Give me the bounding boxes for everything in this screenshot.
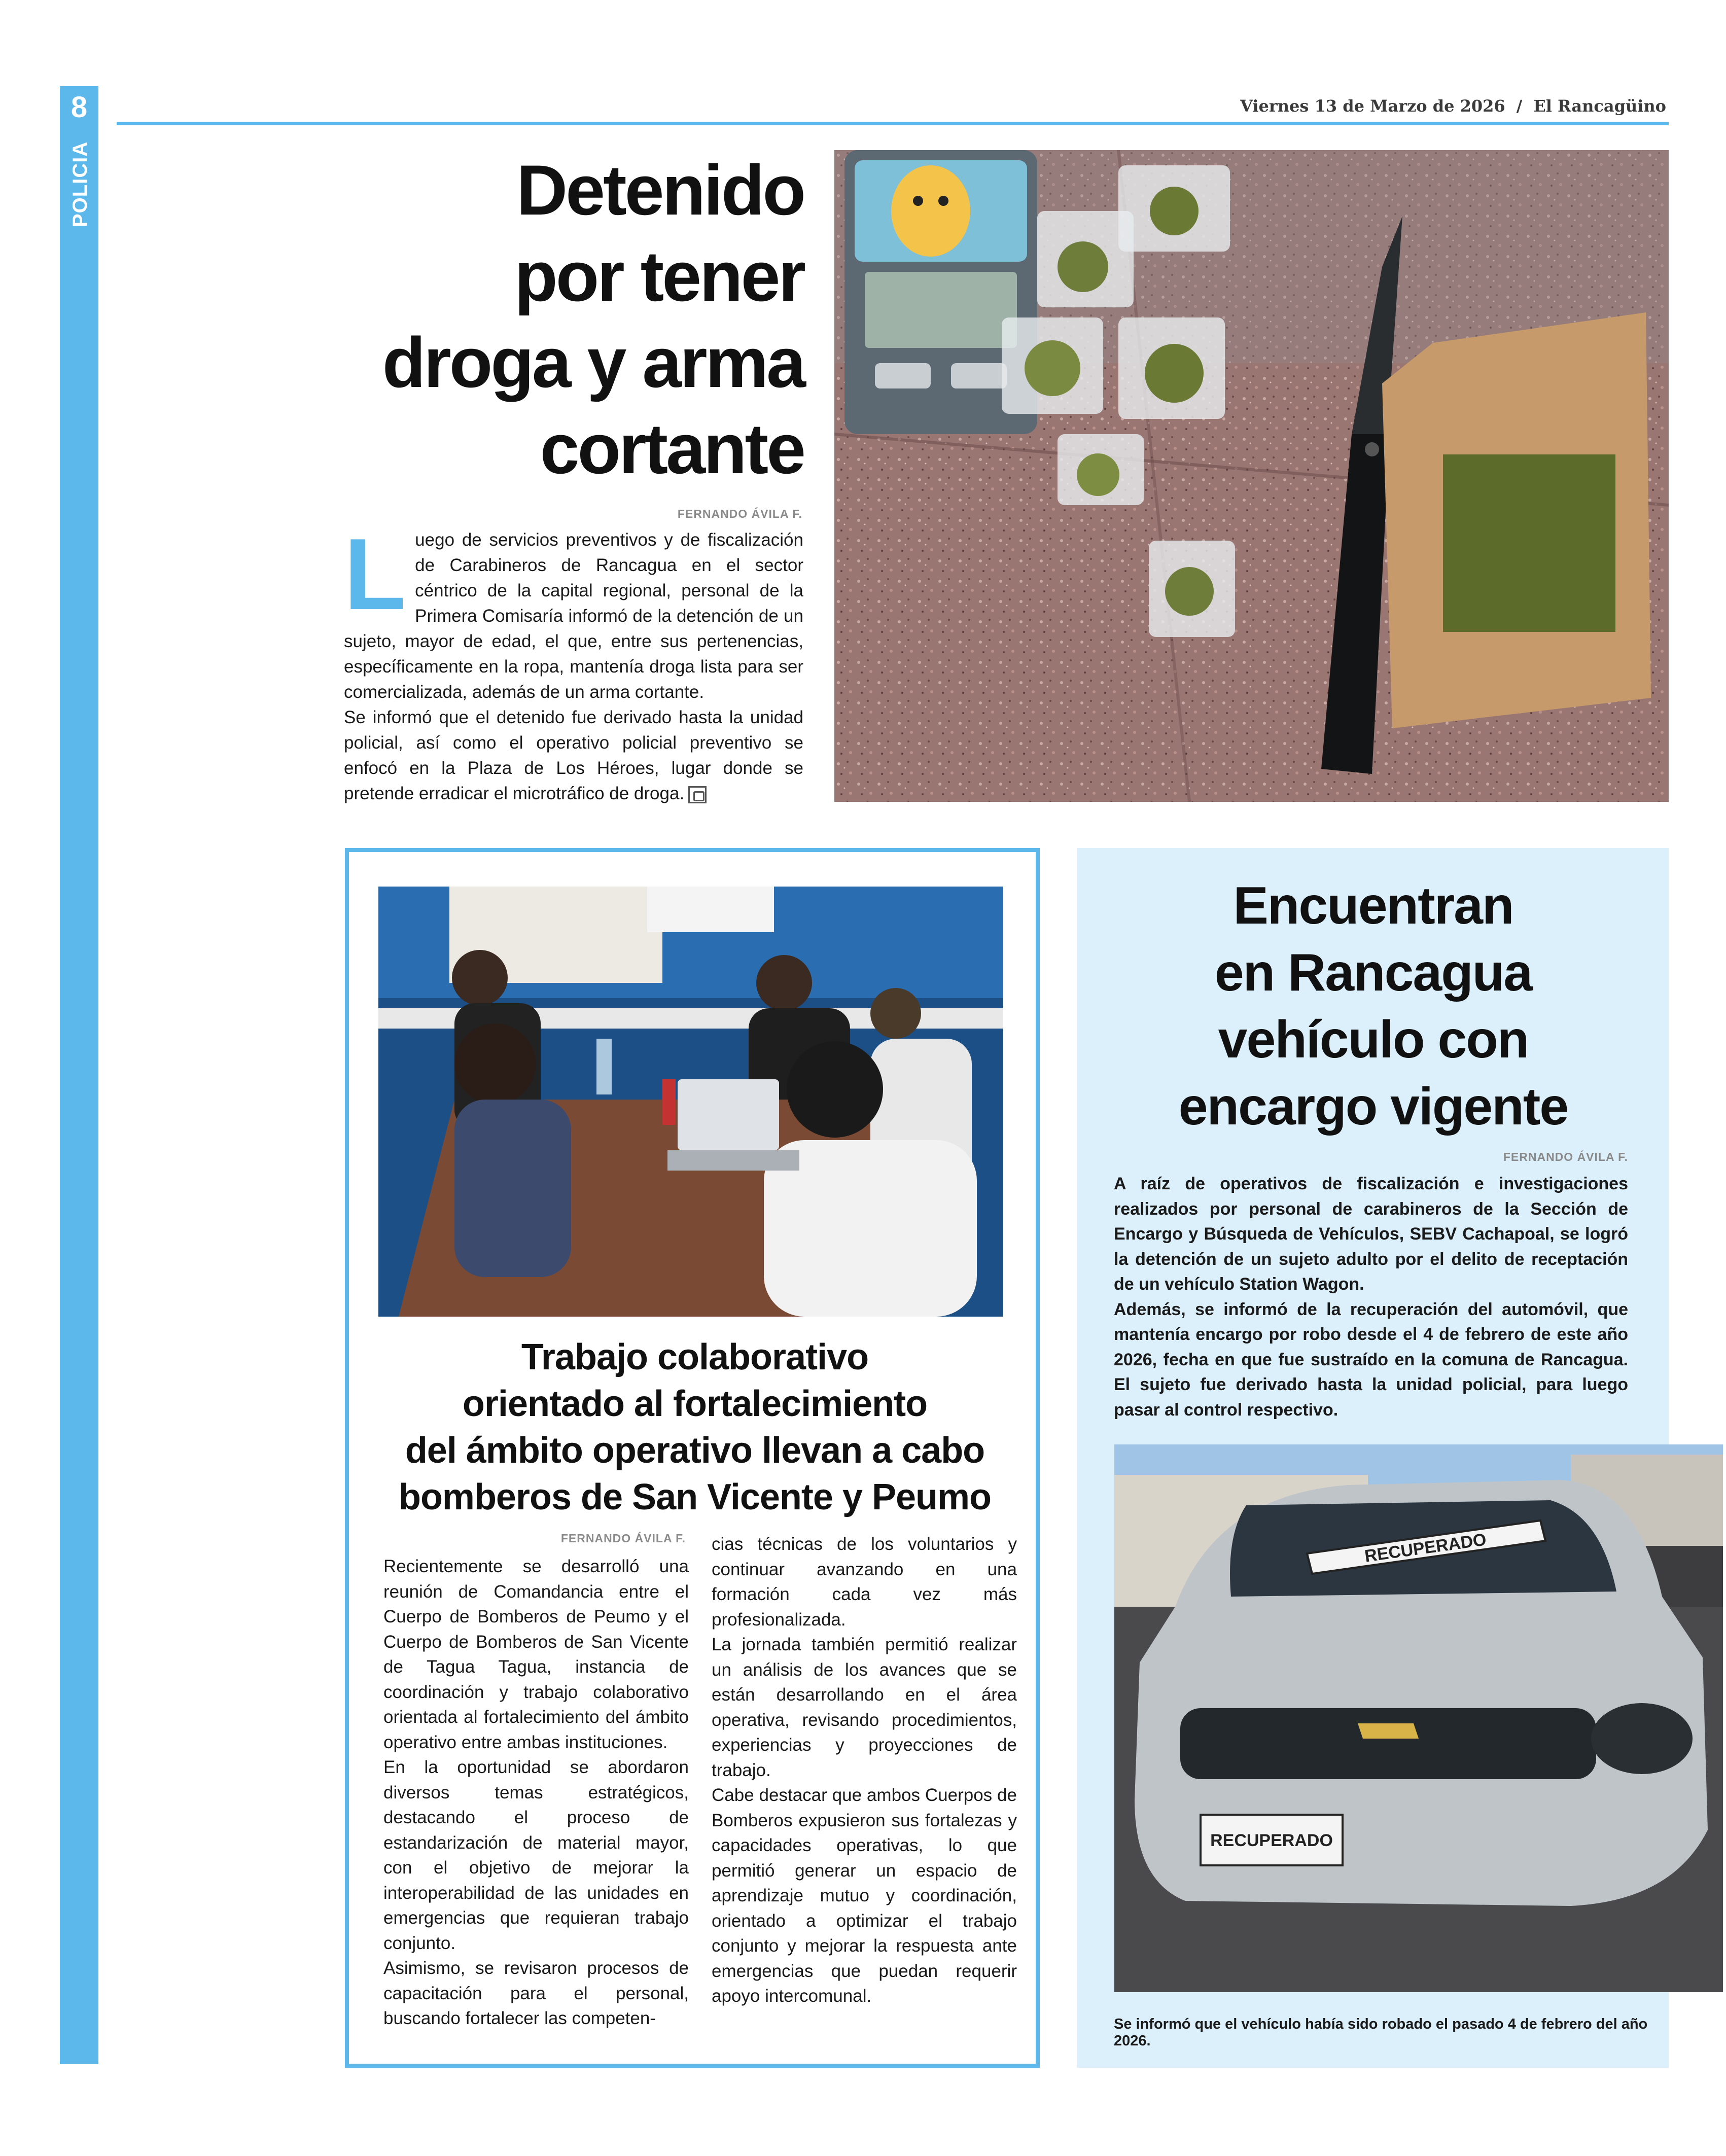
headline-line: cortante <box>540 409 804 488</box>
section-label-text: POLICIA <box>69 141 91 227</box>
article1-headline[interactable] <box>325 147 804 492</box>
article2-paragraph: En la oportunidad se abordaron diversos temas estratégicos, destacando el proceso de estandarización de material mayor, con el objetivo de mejorar la interoperabilidad de las unidades en emergencias que requieran trabajo conjunto. <box>383 1757 689 1953</box>
headline-line: Trabajo colaborativo <box>521 1337 869 1377</box>
article1-byline: FERNANDO ÁVILA F. <box>677 507 802 520</box>
article3-paragraph: Además, se informó de la recuperación del automóvil, que mantenía encargo por robo desde el 4 de febrero de este año 2026, fecha en que fue sustraído en la comuna de Rancagua. El sujeto fue derivado hasta la unidad policial, para luego pasar al control respectivo. <box>1114 1299 1628 1420</box>
header-separator: / <box>1516 96 1523 116</box>
headline-line: droga y arma <box>382 323 804 402</box>
article2-paragraph: Asimismo, se revisaron procesos de capacitación para el personal, buscando fortalecer las competen- <box>383 1958 689 2028</box>
publication-name: El Rancagüino <box>1533 96 1666 116</box>
headline-line: Encuentran <box>1233 876 1513 935</box>
recuperado-sign-label: RECUPERADO <box>1363 1530 1488 1566</box>
article1-paragraph: Se informó que el detenido fue derivado hasta la unidad policial, así como el operativo policial preventivo se enfocó en la Plaza de Los Héroes, lugar donde se pretende erradicar el microtráfico de droga. <box>344 708 803 803</box>
headline-line: orientado al fortalecimiento <box>462 1384 928 1424</box>
article3-photo[interactable] <box>1114 1444 1723 1992</box>
page-number: 8 <box>71 91 88 124</box>
article1-body <box>344 518 803 806</box>
article2-column-1 <box>383 1554 689 2031</box>
article2-photo[interactable] <box>378 887 1003 1317</box>
article1-paragraph: uego de servicios preventivos y de fiscalización de Carabineros de Rancagua en el sector céntrico de la capital regional, personal de la Primera Comisaría informó de la detención de un sujeto, mayor de edad, el que, entre sus pertenencias, específicamente en la ropa, mantenía droga lista para ser comercializada, además de un arma cortante. <box>344 530 803 702</box>
recuperado-plate-label: RECUPERADO <box>1210 1831 1333 1850</box>
logo <box>1358 1723 1419 1739</box>
dropcap: L <box>344 518 406 631</box>
article2-column-2 <box>712 1532 1017 2009</box>
headline-line: por tener <box>514 236 804 316</box>
article3-headline[interactable] <box>1085 872 1661 1140</box>
article2-headline[interactable] <box>365 1334 1025 1521</box>
issue-date: Viernes 13 de Marzo de 2026 <box>1240 96 1505 116</box>
headline-line: del ámbito operativo llevan a cabo <box>405 1430 985 1471</box>
paper-bag <box>1382 312 1651 728</box>
article1-photo[interactable] <box>834 150 1669 802</box>
headline-line: bomberos de San Vicente y Peumo <box>398 1477 992 1517</box>
article2-byline: FERNANDO ÁVILA F. <box>560 1532 686 1545</box>
page-header <box>1240 96 1666 116</box>
article2-paragraph: Recientemente se desarrolló una reunión de Comandancia entre el Cuerpo de Bomberos de Peumo y el Cuerpo de Bomberos de San Vicente de Tagua Tagua, instancia de coordinación y trabajo colaborativo orientada al fortalecimiento del ámbito operativo entre ambas instituciones. <box>383 1557 689 1752</box>
section-bar <box>60 86 98 2064</box>
end-mark-icon <box>688 786 707 803</box>
projector-screen <box>647 887 774 932</box>
article2-paragraph: La jornada también permitió realizar un análisis de los avances que se están desarrollando en el área operativa, revisando procedimientos, experiencias y proyecciones de trabajo. <box>712 1635 1017 1780</box>
article3-byline: FERNANDO ÁVILA F. <box>1503 1150 1628 1163</box>
header-rule <box>117 122 1669 125</box>
article2-paragraph: cias técnicas de los voluntarios y continuar avanzando en una formación cada vez más profesionalizada. <box>712 1534 1017 1630</box>
article3-body <box>1114 1172 1628 1423</box>
article3-paragraph: A raíz de operativos de fiscalización e investigaciones realizados por personal de carabineros de la Sección de Encargo y Búsqueda de Vehículos, SEBV Cachapoal, se logró la detención de un sujeto adulto por el delito de receptación de un vehículo Station Wagon. <box>1114 1174 1628 1294</box>
headline-line: en Rancagua <box>1214 943 1532 1002</box>
headline-line: encargo vigente <box>1178 1077 1568 1136</box>
article3-photo-caption: Se informó que el vehículo había sido robado el pasado 4 de febrero del año 2026. <box>1114 2016 1648 2049</box>
grille <box>1180 1708 1596 1779</box>
section-label <box>63 141 95 233</box>
headline-line: vehículo con <box>1218 1010 1529 1069</box>
article2-paragraph: Cabe destacar que ambos Cuerpos de Bomberos expusieron sus fortalezas y capacidades operativas, lo que permitió generar un espacio de aprendizaje mutuo y coordinación, orientado a optimizar el trabajo conjunto y mejorar la respuesta ante emergencias que puedan requerir apoyo intercomunal. <box>712 1785 1017 2006</box>
headline-line: Detenido <box>516 150 804 230</box>
